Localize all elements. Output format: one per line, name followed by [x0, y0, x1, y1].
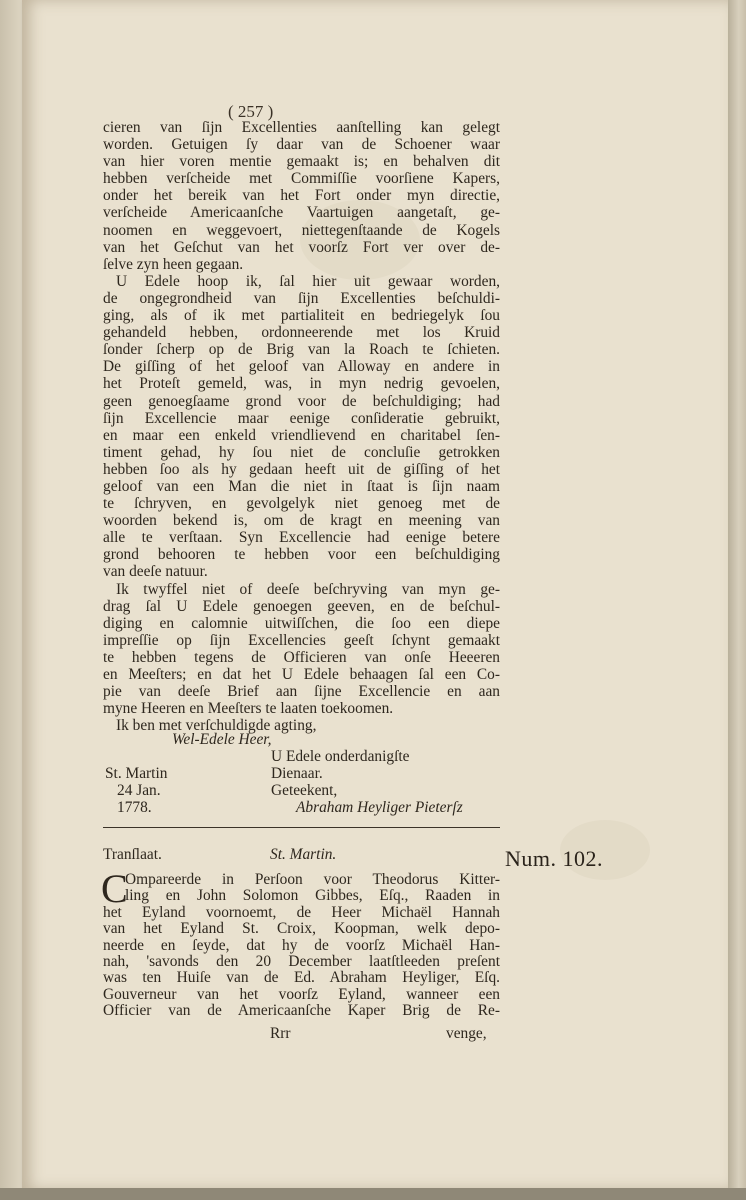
- document-number: Num. 102.: [505, 846, 603, 871]
- text-line: geloof van een Man die niet in ſtaat is ſijn naam: [103, 477, 500, 495]
- section-place: St. Martin.: [270, 846, 337, 863]
- salutation: Wel-Edele Heer,: [172, 731, 272, 748]
- text-line: worden. Getuigen ſy daar van de Schoener waar: [103, 136, 500, 154]
- text-line: van deeſe natuur.: [103, 563, 208, 581]
- text-line: en maar een enkeld vriendlievend en charitabel ſen-: [103, 426, 500, 444]
- text-line: van hier voren mentie gemaakt is; en behalven dit: [103, 153, 500, 171]
- text-line: drag ſal U Edele genoegen geeven, en de beſchul-: [103, 597, 500, 615]
- text-line: Ik twyffel niet of deeſe beſchryving van myn ge-: [116, 580, 500, 598]
- translaat-label: Tranſlaat.: [103, 846, 162, 863]
- section-rule: [103, 827, 500, 828]
- text-line: grond behooren te hebben voor een beſchuldiging: [103, 546, 500, 564]
- signature: Abraham Heyliger Pieterſz: [296, 799, 463, 816]
- text-line: hebben verſcheide met Commiſſie voorſiene Kapers,: [103, 170, 500, 188]
- drop-cap: C: [101, 866, 128, 911]
- text-line: Ik ben met verſchuldigde agting,: [116, 717, 317, 735]
- text-line: pie van deeſe Brief aan ſijne Excellencie en aan: [103, 683, 500, 701]
- text-line: impreſſie op ſijn Excellencies geeſt ſchynt gemaakt: [103, 631, 500, 649]
- catchword: venge,: [446, 1025, 487, 1042]
- text-line: neerde en ſeyde, dat hy de voorſz Michaël Han-: [103, 936, 500, 954]
- text-line: Gouverneur van het voorſz Eyland, wanneer een: [103, 985, 500, 1003]
- text-line: ſonder ſcherp op de Brig van la Roach te ſchieten.: [103, 341, 500, 359]
- page-number: ( 257 ): [228, 102, 274, 121]
- page-bottom-edge: [0, 1188, 746, 1200]
- text-line: van het Eyland St. Croix, Koopman, welk depo-: [103, 920, 500, 938]
- text-line: ſijn Excellencie maar eenige conſideratie gebruikt,: [103, 409, 500, 427]
- text-line: het Proteſt gemeld, was, in myn nedrig gevoelen,: [103, 375, 500, 393]
- text-line: ſelve zyn heen gegaan.: [103, 255, 244, 273]
- text-line: gehandeld hebben, ordonneerende met los Kruid: [103, 324, 500, 342]
- date-day: 24 Jan.: [117, 782, 161, 799]
- text-line: cieren van ſijn Excellenties aanſtelling kan gelegt: [103, 119, 500, 136]
- text-line: Officier van de Americaanſche Kaper Brig de Re-: [103, 1002, 500, 1020]
- date-year: 1778.: [117, 799, 152, 816]
- text-line: woorden bekend is, om de kragt en meening van: [103, 512, 500, 530]
- signed-line: Geteekent,: [271, 782, 338, 799]
- subscription: U Edele onderdanigſte: [271, 748, 410, 765]
- page-edge: [728, 0, 746, 1200]
- text-line: nah, 'savonds den 20 December laatſtleeden preſent: [103, 953, 500, 971]
- text-line: U Edele hoop ik, ſal hier uit gewaar worden,: [116, 272, 500, 290]
- text-line: noomen en weggevoert, niettegenſtaande de Kogels: [103, 221, 500, 239]
- text-line: De giſſing of het geloof van Alloway en andere in: [103, 358, 500, 376]
- text-line: alle te verſtaan. Syn Excellencie had eenige betere: [103, 529, 500, 547]
- text-line: en Meeſters; en dat het U Edele behaagen ſal een Co-: [103, 666, 500, 683]
- text-line: het Eyland voornoemt, de Heer Michaël Hannah: [103, 903, 500, 921]
- text-line: myne Heeren en Meeſters te laaten toekoomen.: [103, 700, 394, 718]
- text-line: hebben ſoo als hy gedaan heeft uit de giſſing of het: [103, 460, 500, 478]
- text-line: ling en John Solomon Gibbes, Eſq., Raaden in: [125, 887, 500, 905]
- text-line: Ompareerde in Perſoon voor Theodorus Kitter-: [125, 871, 500, 888]
- servant-line: Dienaar.: [271, 765, 323, 782]
- signature-mark: Rrr: [270, 1025, 291, 1042]
- text-line: te ſchryven, en gevolgelyk niet genoeg met de: [103, 495, 500, 513]
- text-line: ging, als of ik met partialiteit en bedriegelyk ſou: [103, 307, 500, 325]
- text-line: de ongegrondheid van ſijn Excellenties beſchuldi-: [103, 289, 500, 307]
- facing-page-edge: [0, 0, 22, 1200]
- text-line: van het Geſchut van het voorſz Fort ver over de-: [103, 238, 500, 256]
- text-line: verſcheide Americaanſche Vaartuigen aangetaſt, ge-: [103, 204, 500, 222]
- text-line: diging en calomnie uitwiſſchen, die ſoo een diepe: [103, 614, 500, 632]
- deposition-text: [101, 866, 500, 1020]
- text-line: geen genoegſaame grond voor de beſchuldiging; had: [103, 392, 500, 410]
- text-line: timent gehad, hy ſou niet de concluſie getrokken: [103, 443, 500, 461]
- place-line: St. Martin: [105, 765, 168, 782]
- text-line: te hebben tegens de Officieren van onſe Heeeren: [103, 648, 500, 666]
- text-line: onder het bereik van het Fort onder myn directie,: [103, 187, 500, 205]
- letter-text: [103, 119, 500, 734]
- text-line: was ten Huiſe van de Ed. Abraham Heyliger, Eſq.: [103, 969, 500, 987]
